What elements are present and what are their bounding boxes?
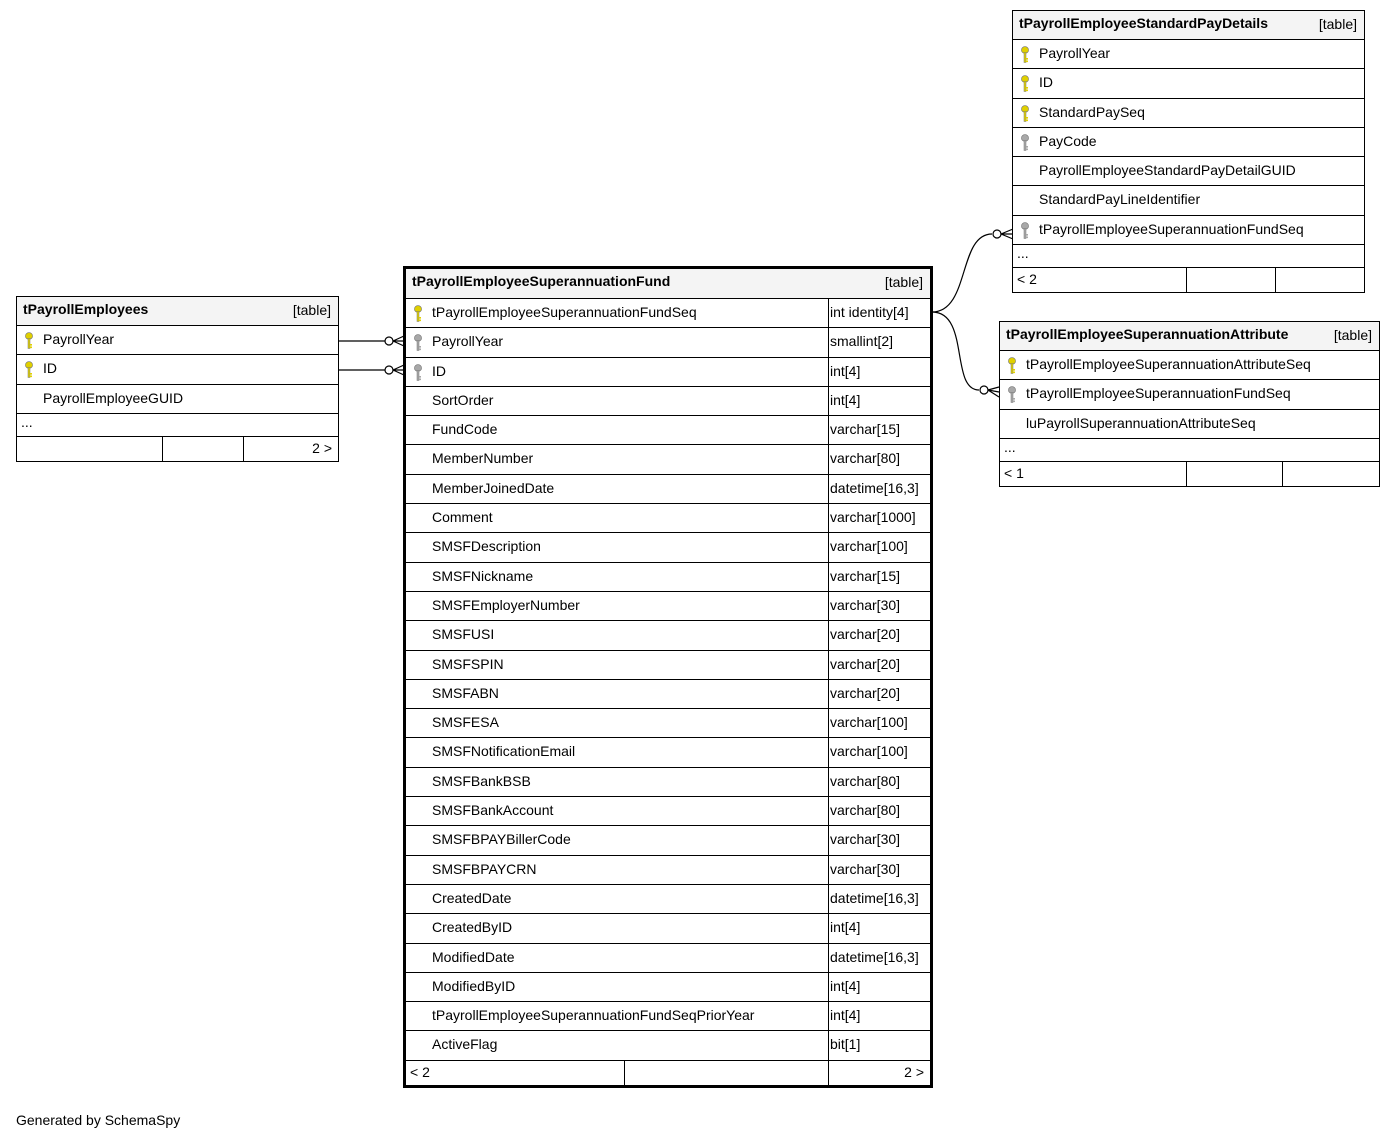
column-type: int[4] (830, 391, 861, 408)
table-name: tPayrollEmployeeSuperannuationAttribute (1006, 326, 1289, 342)
column-row[interactable] (1013, 128, 1364, 157)
column-divider (828, 973, 829, 1001)
column-row[interactable] (406, 621, 930, 650)
column-row[interactable] (406, 856, 930, 885)
link-payrollyear-optional-marker (385, 337, 393, 345)
primary-key-icon (24, 361, 34, 379)
column-type: int[4] (830, 362, 861, 379)
column-divider (828, 826, 829, 854)
column-name: SMSFUSI (432, 626, 495, 643)
column-row[interactable] (406, 768, 930, 797)
footer-children-count: 2 > (904, 1063, 924, 1080)
footer-divider (1282, 462, 1283, 486)
ellipsis-text: ... (21, 413, 33, 430)
column-name: SortOrder (432, 391, 494, 408)
link-fund-attribute-crowfoot (988, 387, 999, 397)
footer-divider (162, 437, 163, 461)
column-divider (828, 358, 829, 386)
column-name: SMSFSPIN (432, 655, 504, 672)
primary-key-icon (413, 305, 423, 323)
column-type: varchar[30] (830, 596, 901, 613)
more-columns-ellipsis (1013, 245, 1364, 268)
column-divider (828, 680, 829, 708)
column-divider (828, 563, 829, 591)
column-type: smallint[2] (830, 333, 894, 350)
column-row[interactable] (406, 299, 930, 328)
column-name: SMSFESA (432, 714, 499, 731)
column-name: luPayrollSuperannuationAttributeSeq (1026, 414, 1256, 431)
column-row[interactable] (406, 563, 930, 592)
column-type: varchar[15] (830, 567, 901, 584)
column-type: varchar[15] (830, 421, 901, 438)
column-name: SMSFEmployerNumber (432, 596, 580, 613)
column-type: datetime[16,3] (830, 948, 919, 965)
footer-divider (243, 437, 244, 461)
column-name: SMSFBPAYBillerCode (432, 831, 571, 848)
column-name: SMSFBPAYCRN (432, 860, 537, 877)
column-name: PayrollYear (1039, 45, 1111, 61)
table-footer (406, 1061, 930, 1085)
column-name: MemberJoinedDate (432, 479, 555, 496)
column-row[interactable] (406, 1031, 930, 1060)
column-type: varchar[100] (830, 743, 908, 760)
column-type: int[4] (830, 1007, 861, 1024)
column-row[interactable] (1013, 99, 1364, 128)
column-row[interactable] (17, 385, 338, 414)
footer-divider (624, 1061, 625, 1085)
column-type: datetime[16,3] (830, 889, 919, 906)
table-header (17, 297, 338, 326)
column-type: varchar[100] (830, 714, 908, 731)
column-type: varchar[100] (830, 538, 908, 555)
foreign-key-icon (413, 334, 423, 352)
table-header (406, 269, 930, 299)
column-row[interactable] (406, 826, 930, 855)
link-fund-standardpay (932, 234, 992, 312)
column-name: MemberNumber (432, 450, 534, 467)
column-row[interactable] (1000, 380, 1379, 409)
foreign-key-icon (1020, 134, 1030, 152)
link-id-optional-marker (385, 366, 393, 374)
column-row[interactable] (406, 416, 930, 445)
column-name: tPayrollEmployeeSuperannuationFundSeq (1039, 220, 1304, 237)
column-row[interactable] (406, 651, 930, 680)
column-row[interactable] (406, 680, 930, 709)
column-name: SMSFDescription (432, 538, 541, 555)
column-name: ID (432, 362, 446, 379)
table-tpayrollemployees[interactable] (16, 296, 339, 462)
column-name: Comment (432, 509, 493, 526)
column-divider (828, 797, 829, 825)
column-divider (828, 533, 829, 561)
column-type: int[4] (830, 977, 861, 994)
column-row[interactable] (406, 328, 930, 357)
column-name: SMSFNotificationEmail (432, 743, 576, 760)
primary-key-icon (1007, 357, 1017, 375)
column-row[interactable] (406, 797, 930, 826)
column-divider (828, 592, 829, 620)
table-footer (1013, 268, 1364, 292)
table-kind: [table] (1333, 327, 1372, 343)
column-row[interactable] (1013, 40, 1364, 69)
column-row[interactable] (1013, 69, 1364, 98)
column-row[interactable] (406, 914, 930, 943)
column-type: varchar[20] (830, 684, 901, 701)
table-name: tPayrollEmployeeStandardPayDetails (1019, 15, 1268, 31)
column-row[interactable] (1000, 410, 1379, 439)
column-type: varchar[80] (830, 772, 901, 789)
column-divider (828, 768, 829, 796)
column-row[interactable] (406, 709, 930, 738)
foreign-key-icon (1007, 386, 1017, 404)
column-divider (828, 885, 829, 913)
column-name: PayCode (1039, 132, 1097, 149)
column-type: bit[1] (830, 1036, 861, 1053)
footer-divider (1186, 462, 1187, 486)
footer-parents-count: < 2 (1017, 271, 1037, 288)
column-divider (828, 416, 829, 444)
column-name: CreatedByID (432, 919, 513, 936)
column-name: SMSFNickname (432, 567, 534, 584)
column-divider (828, 299, 829, 327)
more-columns-ellipsis (1000, 439, 1379, 462)
column-row[interactable] (406, 475, 930, 504)
column-name: PayrollYear (432, 333, 504, 350)
column-row[interactable] (406, 387, 930, 416)
column-row[interactable] (406, 533, 930, 562)
table-kind: [table] (292, 302, 331, 318)
link-fund-attribute (932, 312, 979, 390)
column-row[interactable] (1013, 157, 1364, 186)
column-name: ID (1039, 74, 1053, 91)
more-columns-ellipsis (17, 414, 338, 437)
column-divider (828, 738, 829, 766)
table-tpayrollemployeesuperannuationfund[interactable] (403, 266, 933, 1088)
column-row[interactable] (1000, 351, 1379, 380)
column-name: ModifiedDate (432, 948, 515, 965)
column-type: varchar[30] (830, 831, 901, 848)
table-footer (1000, 462, 1379, 486)
column-name: StandardPayLineIdentifier (1039, 191, 1201, 208)
footer-divider (828, 1061, 829, 1085)
primary-key-icon (1020, 105, 1030, 123)
footer-divider (1275, 268, 1276, 292)
column-name: ID (43, 360, 57, 377)
column-name: tPayrollEmployeeSuperannuationFundSeq (1026, 385, 1291, 402)
table-kind: [table] (884, 274, 923, 290)
column-divider (828, 1002, 829, 1030)
column-divider (828, 328, 829, 356)
column-divider (828, 1031, 829, 1059)
footer-parents-count: < 2 (410, 1063, 430, 1080)
column-row[interactable] (406, 358, 930, 387)
generated-by-footer: Generated by SchemaSpy (16, 1112, 181, 1128)
column-type: int[4] (830, 919, 861, 936)
ellipsis-text: ... (1017, 245, 1029, 262)
column-name: ActiveFlag (432, 1036, 498, 1053)
column-name: FundCode (432, 421, 498, 438)
column-divider (828, 621, 829, 649)
column-divider (828, 445, 829, 473)
column-type: varchar[30] (830, 860, 901, 877)
column-divider (828, 651, 829, 679)
column-type: int identity[4] (830, 304, 909, 320)
column-name: SMSFBankAccount (432, 802, 554, 819)
column-name: SMSFABN (432, 684, 499, 701)
table-kind: [table] (1318, 16, 1357, 32)
primary-key-icon (1020, 75, 1030, 93)
table-tpayrollemployeesuperannuationattribute[interactable] (999, 321, 1380, 487)
column-name: SMSFBankBSB (432, 772, 531, 789)
column-row[interactable] (406, 592, 930, 621)
column-name: PayrollYear (43, 331, 115, 347)
column-name: ModifiedByID (432, 977, 516, 994)
table-name: tPayrollEmployees (23, 301, 149, 317)
link-fund-standardpay-optional-marker (993, 230, 1001, 238)
foreign-key-icon (413, 364, 423, 382)
column-row[interactable] (406, 504, 930, 533)
column-type: varchar[80] (830, 450, 901, 467)
column-row[interactable] (406, 973, 930, 1002)
column-row[interactable] (406, 445, 930, 474)
column-row[interactable] (406, 738, 930, 767)
column-divider (828, 856, 829, 884)
column-divider (828, 387, 829, 415)
link-fund-attribute-optional-marker (980, 386, 988, 394)
column-row[interactable] (406, 1002, 930, 1031)
column-row[interactable] (406, 885, 930, 914)
column-type: varchar[20] (830, 626, 901, 643)
primary-key-icon (1020, 46, 1030, 64)
footer-divider (1186, 268, 1187, 292)
footer-children-count: 2 > (312, 439, 332, 456)
column-type: varchar[20] (830, 655, 901, 672)
table-header (1013, 11, 1364, 40)
table-tpayrollemployeestandardpaydetails[interactable] (1012, 10, 1365, 293)
table-footer (17, 437, 338, 461)
primary-key-icon (24, 332, 34, 350)
column-name: tPayrollEmployeeSuperannuationAttributeSeq (1026, 356, 1311, 372)
column-divider (828, 475, 829, 503)
column-divider (828, 504, 829, 532)
table-header (1000, 322, 1379, 351)
column-row[interactable] (17, 355, 338, 384)
column-name: tPayrollEmployeeSuperannuationFundSeqPriorYear (432, 1007, 755, 1024)
column-divider (828, 944, 829, 972)
footer-parents-count: < 1 (1004, 464, 1024, 481)
table-name: tPayrollEmployeeSuperannuationFund (412, 273, 671, 289)
ellipsis-text: ... (1004, 438, 1016, 455)
column-name: CreatedDate (432, 889, 512, 906)
column-type: varchar[80] (830, 802, 901, 819)
foreign-key-icon (1020, 222, 1030, 240)
column-row[interactable] (406, 944, 930, 973)
column-divider (828, 914, 829, 942)
column-row[interactable] (1013, 186, 1364, 215)
column-row[interactable] (17, 326, 338, 355)
column-name: StandardPaySeq (1039, 103, 1145, 120)
column-divider (828, 709, 829, 737)
column-name: PayrollEmployeeStandardPayDetailGUID (1039, 162, 1296, 179)
column-name: tPayrollEmployeeSuperannuationFundSeq (432, 304, 697, 320)
column-type: datetime[16,3] (830, 479, 919, 496)
column-type: varchar[1000] (830, 509, 916, 526)
column-row[interactable] (1013, 216, 1364, 245)
column-name: PayrollEmployeeGUID (43, 389, 184, 406)
